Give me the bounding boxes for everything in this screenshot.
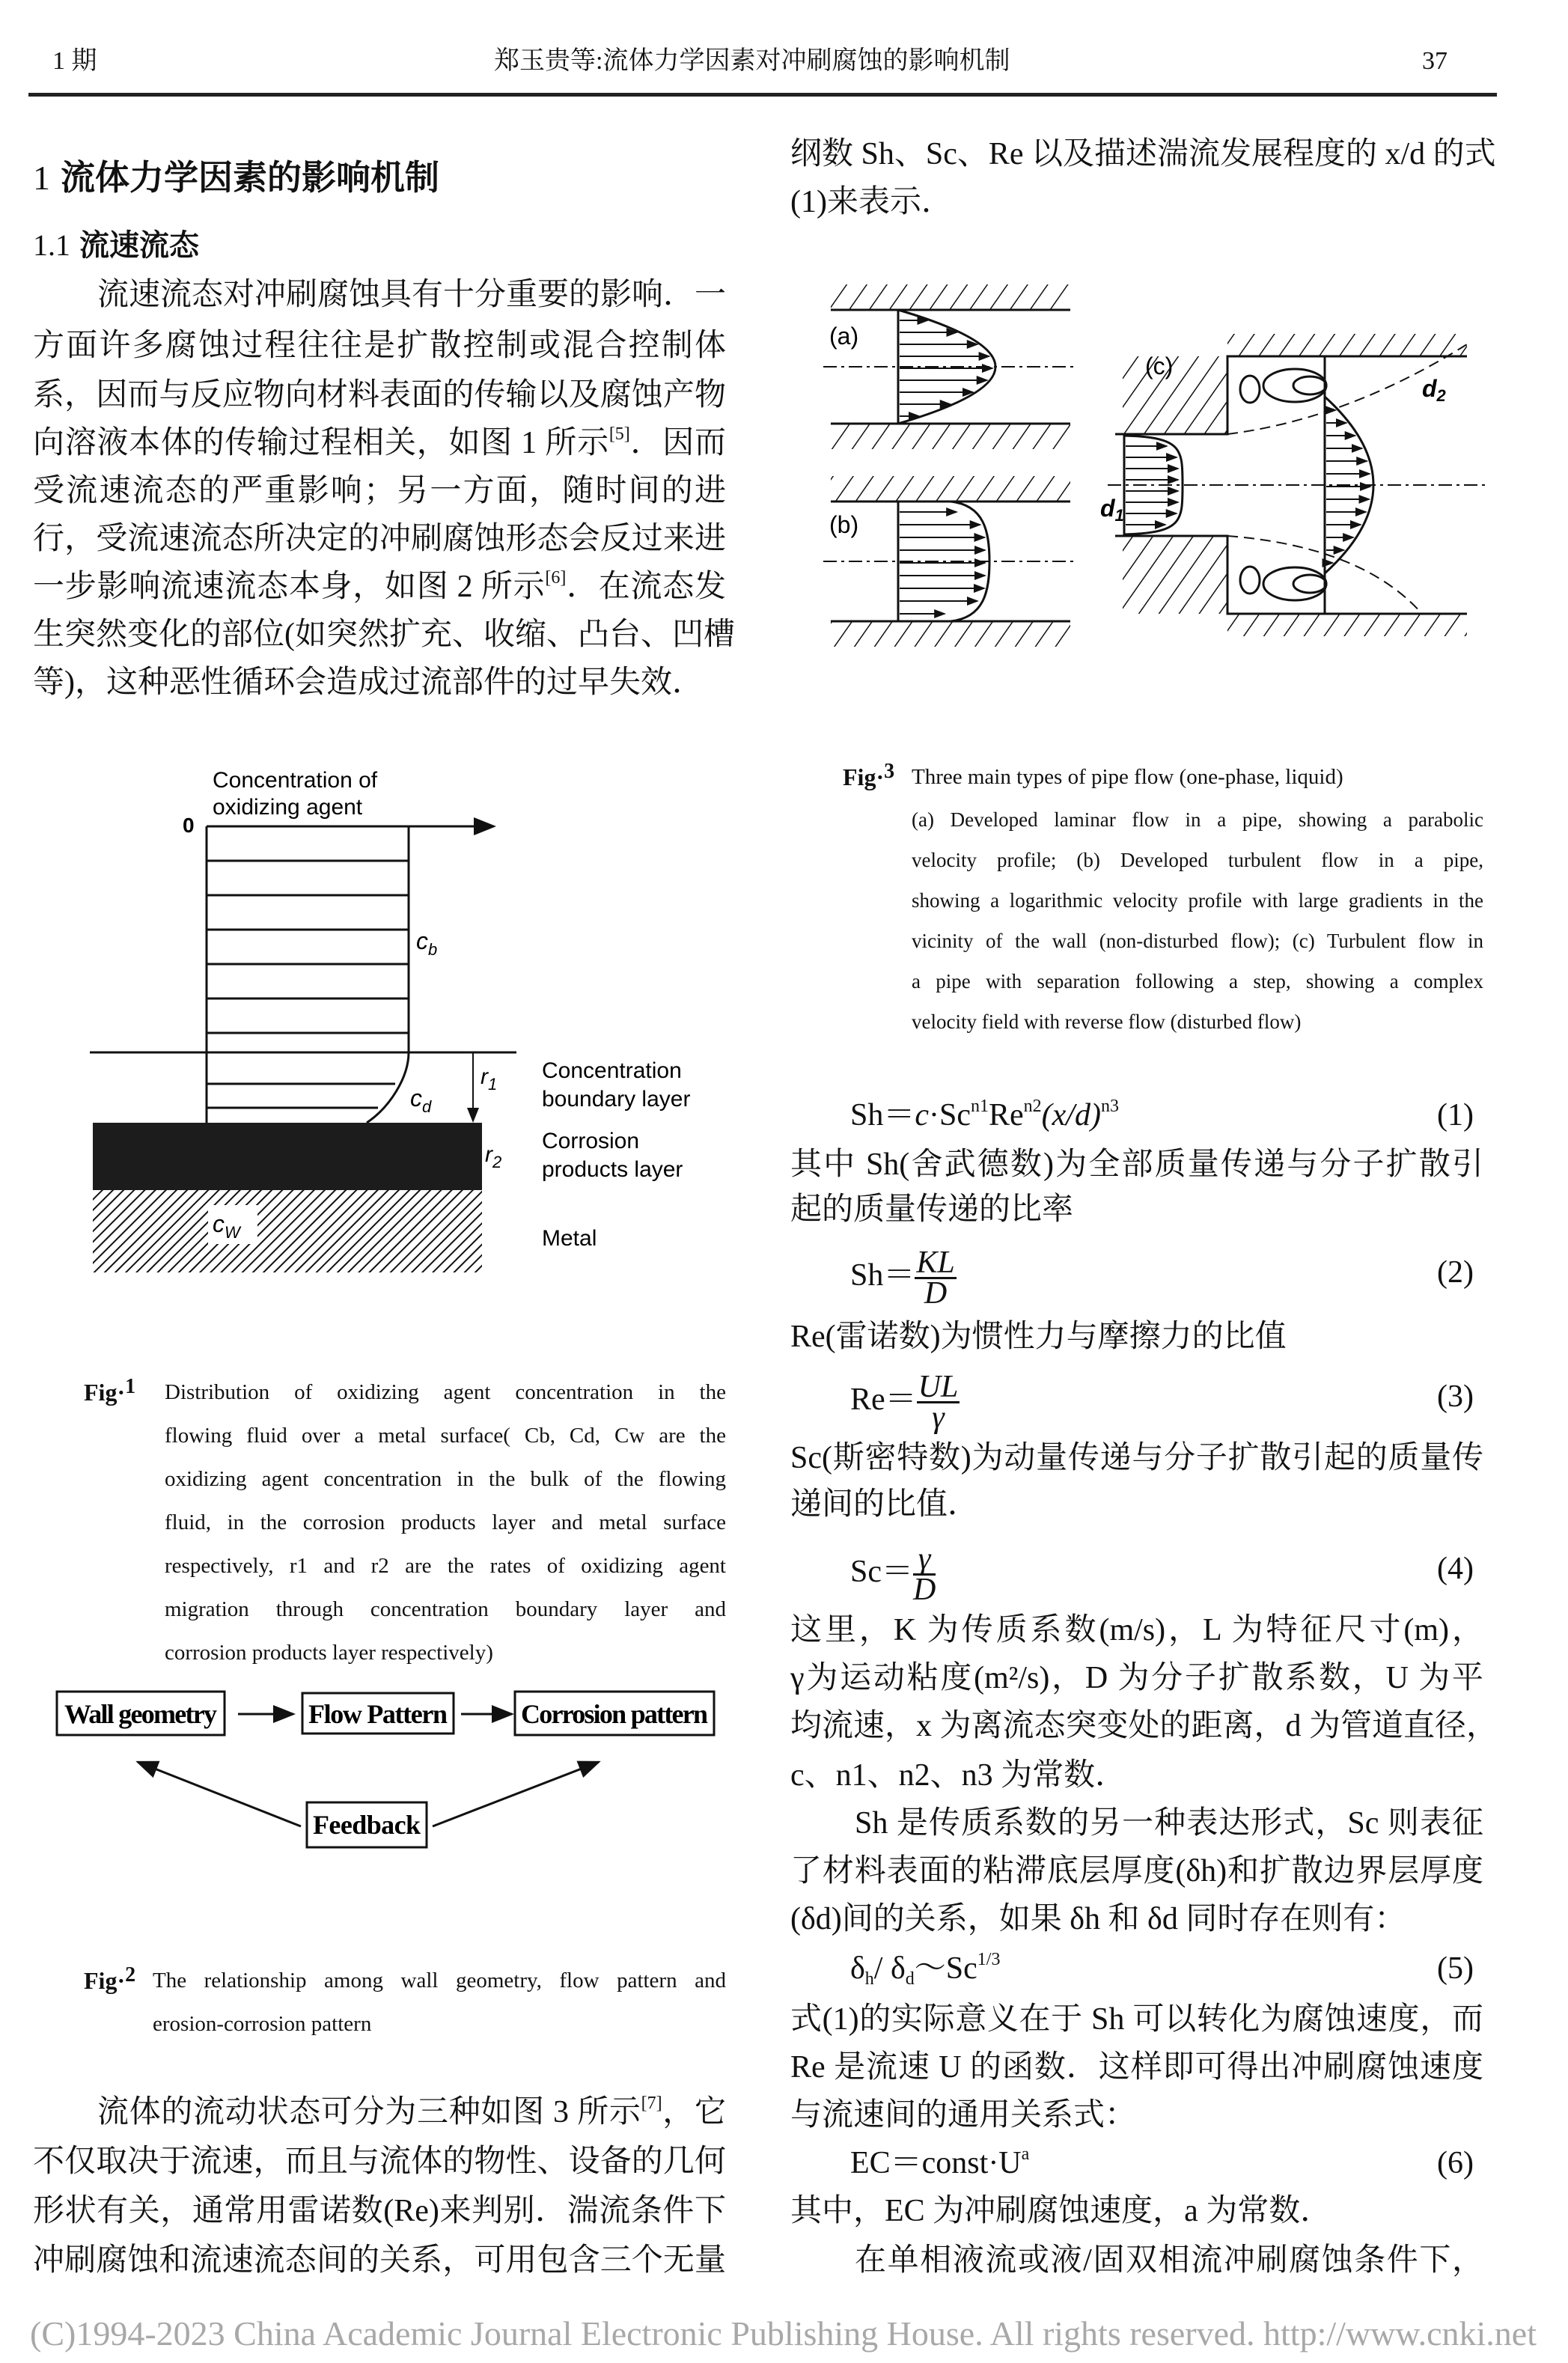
caption-title: Three main types of pipe flow (one-phase, liquid) <box>912 765 1343 789</box>
caption-line: a pipe with separation following a step, showing a complex <box>912 970 1483 993</box>
body-line: (1)来表示． <box>790 185 953 219</box>
header-rule <box>28 93 1497 97</box>
body-line <box>33 419 726 467</box>
body-line: γ为运动粘度(m²/s)，D 为分子扩散系数，U 为平 <box>790 1661 1483 1695</box>
body-line: 冲刷腐蚀和流速流态间的关系，可用包含三个无量 <box>33 2243 726 2278</box>
feedback-label: Feedback <box>313 1810 421 1840</box>
subsection-number: 1.1 <box>33 228 70 262</box>
flow-pattern-label: Flow Pattern <box>308 1699 448 1729</box>
caption-line: flowing fluid over a metal surface( Cb, Cd, Cw are the <box>165 1424 726 1448</box>
section-heading <box>33 156 439 201</box>
cw-label: $c_W$ <box>213 1210 240 1242</box>
origin-label: 0 <box>183 814 195 837</box>
label-a: (a) <box>829 323 859 350</box>
corrosion-products-layer <box>93 1123 482 1190</box>
equation-number: (3) <box>1437 1379 1474 1414</box>
arrow-feedback-to-corrosion <box>433 1762 599 1826</box>
body-line: 不仅取决于流速，而且与流体的物性、设备的几何 <box>33 2144 726 2179</box>
pipe-a-laminar <box>823 284 1078 449</box>
body-text: 流体的流动状态可分为三种如图 3 所示 <box>97 2095 641 2129</box>
body-line: Sc(斯密特数)为动量传递与分子扩散引起的质量传 <box>790 1441 1483 1475</box>
body-line: c、n1、n2、n3 为常数． <box>790 1758 1127 1793</box>
label-d2: d2 <box>1422 375 1446 405</box>
body-line: 纲数 Sh、Sc、Re 以及描述湍流发展程度的 x/d 的式 <box>790 137 1496 171</box>
running-title: 郑玉贵等:流体力学因素对冲刷腐蚀的影响机制 <box>494 47 1010 75</box>
body-line: 了材料表面的粘滞底层厚度(δh)和扩散边界层厚度 <box>790 1854 1483 1888</box>
body-text: ，它 <box>662 2095 726 2129</box>
body-line: (δd)间的关系，如果 δh 和 δd 同时存在则有： <box>790 1902 1406 1936</box>
figure-2-feedback-diagram <box>45 1677 748 1871</box>
body-line: Sh 是传质系数的另一种表达形式，Sc 则表征 <box>855 1806 1483 1841</box>
equation-number: (6) <box>1437 2146 1474 2180</box>
layer-label: Corrosion <box>542 1129 640 1153</box>
issue-number: 1 期 <box>52 47 97 75</box>
equation-6: $EC=const\cdot U^a$ <box>850 2144 1030 2180</box>
body-line: Re 是流速 U 的函数．这样即可得出冲刷腐蚀速度 <box>790 2050 1483 2085</box>
caption-line: oxidizing agent concentration in the bulk of the flowing <box>165 1467 726 1491</box>
citation-ref: [7] <box>641 2094 662 2113</box>
equation-4: Sc＝ $\frac{\gamma}{D}$ <box>850 1542 936 1607</box>
caption-line: showing a logarithmic velocity profile with large gradients in the <box>912 889 1483 912</box>
body-line: 均流速，x 为离流态突变处的距离，d 为管道直径， <box>790 1709 1498 1743</box>
caption-line: The relationship among wall geometry, flow pattern and <box>153 1969 726 1992</box>
label-c: (c) <box>1145 353 1174 379</box>
axis-label-line-2: oxidizing agent <box>213 795 363 820</box>
equation-number: (4) <box>1437 1552 1474 1586</box>
caption-line: corrosion products layer respectively) <box>165 1641 493 1665</box>
metal-region <box>93 1190 482 1272</box>
body-line <box>33 2088 726 2136</box>
cd-label: $c_d$ <box>410 1085 432 1116</box>
figure-2-label: Fig·$^2$ <box>84 1963 136 1994</box>
corrosion-pattern-label: Corrosion pattern <box>521 1699 708 1729</box>
body-text: 向溶液本体的传输过程相关，如图 1 所示 <box>33 426 609 460</box>
copyright-watermark: (C)1994-2023 China Academic Journal Electronic Publishing House. All rights reserved. http://www.cnki.net <box>30 2314 1537 2353</box>
body-line: 起的质量传递的比率 <box>790 1192 1074 1227</box>
body-line <box>33 563 726 611</box>
body-line: 在单相液流或液/固双相流冲刷腐蚀条件下， <box>855 2243 1483 2278</box>
caption-line: Distribution of oxidizing agent concentration in the <box>165 1380 726 1404</box>
body-line: 生突然变化的部位(如突然扩充、收缩、凸台、凹槽 <box>33 618 735 652</box>
r1-label: $r_1$ <box>481 1064 498 1094</box>
body-text: ．因而 <box>629 426 726 460</box>
figure-1-concentration-diagram <box>75 748 733 1287</box>
section-number: 1 <box>33 159 50 197</box>
wall-geometry-label: Wall geometry <box>64 1699 217 1729</box>
body-text: ．在流态发 <box>566 570 726 604</box>
body-text: 一步影响流速流态本身，如图 2 所示 <box>33 570 546 604</box>
caption-line: velocity profile; (b) Developed turbulent flow in a pipe, <box>912 849 1483 871</box>
caption-line: erosion-corrosion pattern <box>153 2012 372 2036</box>
caption-line: migration through concentration boundary layer and <box>165 1597 726 1621</box>
layer-label: Concentration <box>542 1058 682 1083</box>
body-line: 行，受流速流态所决定的冲刷腐蚀形态会反过来进 <box>33 522 726 556</box>
equation-number: (2) <box>1437 1255 1474 1290</box>
body-line: 式(1)的实际意义在于 Sh 可以转化为腐蚀速度，而 <box>790 2002 1483 2037</box>
caption-line: fluid, in the corrosion products layer and metal surface <box>165 1510 726 1534</box>
subsection-heading <box>33 225 199 266</box>
body-line: 系，因而与反应物向材料表面的传输以及腐蚀产物 <box>33 378 726 412</box>
equation-3: Re＝ $\frac{UL}{\gamma}$ <box>850 1370 959 1435</box>
section-title: 流体力学因素的影响机制 <box>61 159 439 197</box>
caption-line: velocity field with reverse flow (disturbed flow) <box>912 1010 1302 1033</box>
body-line: 其中，EC 为冲刷腐蚀速度，a 为常数． <box>790 2194 1332 2228</box>
body-line: 受流速流态的严重影响；另一方面，随时间的进 <box>33 474 726 508</box>
cb-label: $c_b$ <box>416 927 438 959</box>
body-line: Re(雷诺数)为惯性力与摩擦力的比值 <box>790 1320 1287 1354</box>
citation-ref: [5] <box>608 424 630 444</box>
label-b: (b) <box>829 511 859 538</box>
caption-line: respectively, r1 and r2 are the rates of oxidizing agent <box>165 1554 726 1578</box>
body-line: 方面许多腐蚀过程往往是扩散控制或混合控制体 <box>33 329 726 363</box>
pipe-b-turbulent <box>823 476 1078 647</box>
arrow-feedback-to-wall <box>138 1762 301 1826</box>
body-line: 其中 Sh(舍武德数)为全部质量传递与分子扩散引 <box>790 1147 1483 1182</box>
caption-line: (a) Developed laminar flow in a pipe, showing a parabolic <box>912 808 1483 831</box>
equation-5: $\delta_h/$ $\delta_d\sim Sc^{1/3}$ <box>850 1950 1001 1989</box>
equation-2: Sh＝ $\frac{KL}{D}$ <box>850 1245 955 1311</box>
body-line: 递间的比值． <box>790 1487 980 1522</box>
equation-1: $Sh=c\cdot Sc^{n1}Re^{n2}(x/d)^{n3}$ <box>850 1097 1119 1132</box>
equation-number: (5) <box>1437 1951 1474 1986</box>
citation-ref: [6] <box>545 568 567 588</box>
concentration-profile <box>207 826 409 1123</box>
layer-label: Metal <box>542 1226 597 1251</box>
body-line: 流速流态对冲刷腐蚀具有十分重要的影响．一 <box>97 278 727 312</box>
label-d1: d1 <box>1100 495 1124 525</box>
subsection-title: 流速流态 <box>79 228 199 262</box>
caption-line: vicinity of the wall (non-disturbed flow); (c) Turbulent flow in <box>912 930 1483 952</box>
body-line: 等)，这种恶性循环会造成过流部件的过早失效． <box>33 665 704 700</box>
axis-label-line-1: Concentration of <box>213 768 378 793</box>
equation-number: (1) <box>1437 1098 1474 1132</box>
layer-label: products layer <box>542 1157 683 1182</box>
figure-3-pipe-flow-diagram <box>823 277 1497 696</box>
figure-1-label: Fig·$^1$ <box>84 1375 136 1406</box>
page-number: 37 <box>1422 47 1447 75</box>
layer-label: boundary layer <box>542 1087 691 1112</box>
r2-label: $r_2$ <box>485 1142 502 1171</box>
body-line: 与流速间的通用关系式： <box>790 2098 1137 2132</box>
body-line: 形状有关，通常用雷诺数(Re)来判别．湍流条件下 <box>33 2194 726 2228</box>
figure-3-label: Fig·$^3$ <box>843 760 895 790</box>
body-line: 这里，K 为传质系数(m/s)，L 为特征尺寸(m)， <box>790 1613 1483 1647</box>
